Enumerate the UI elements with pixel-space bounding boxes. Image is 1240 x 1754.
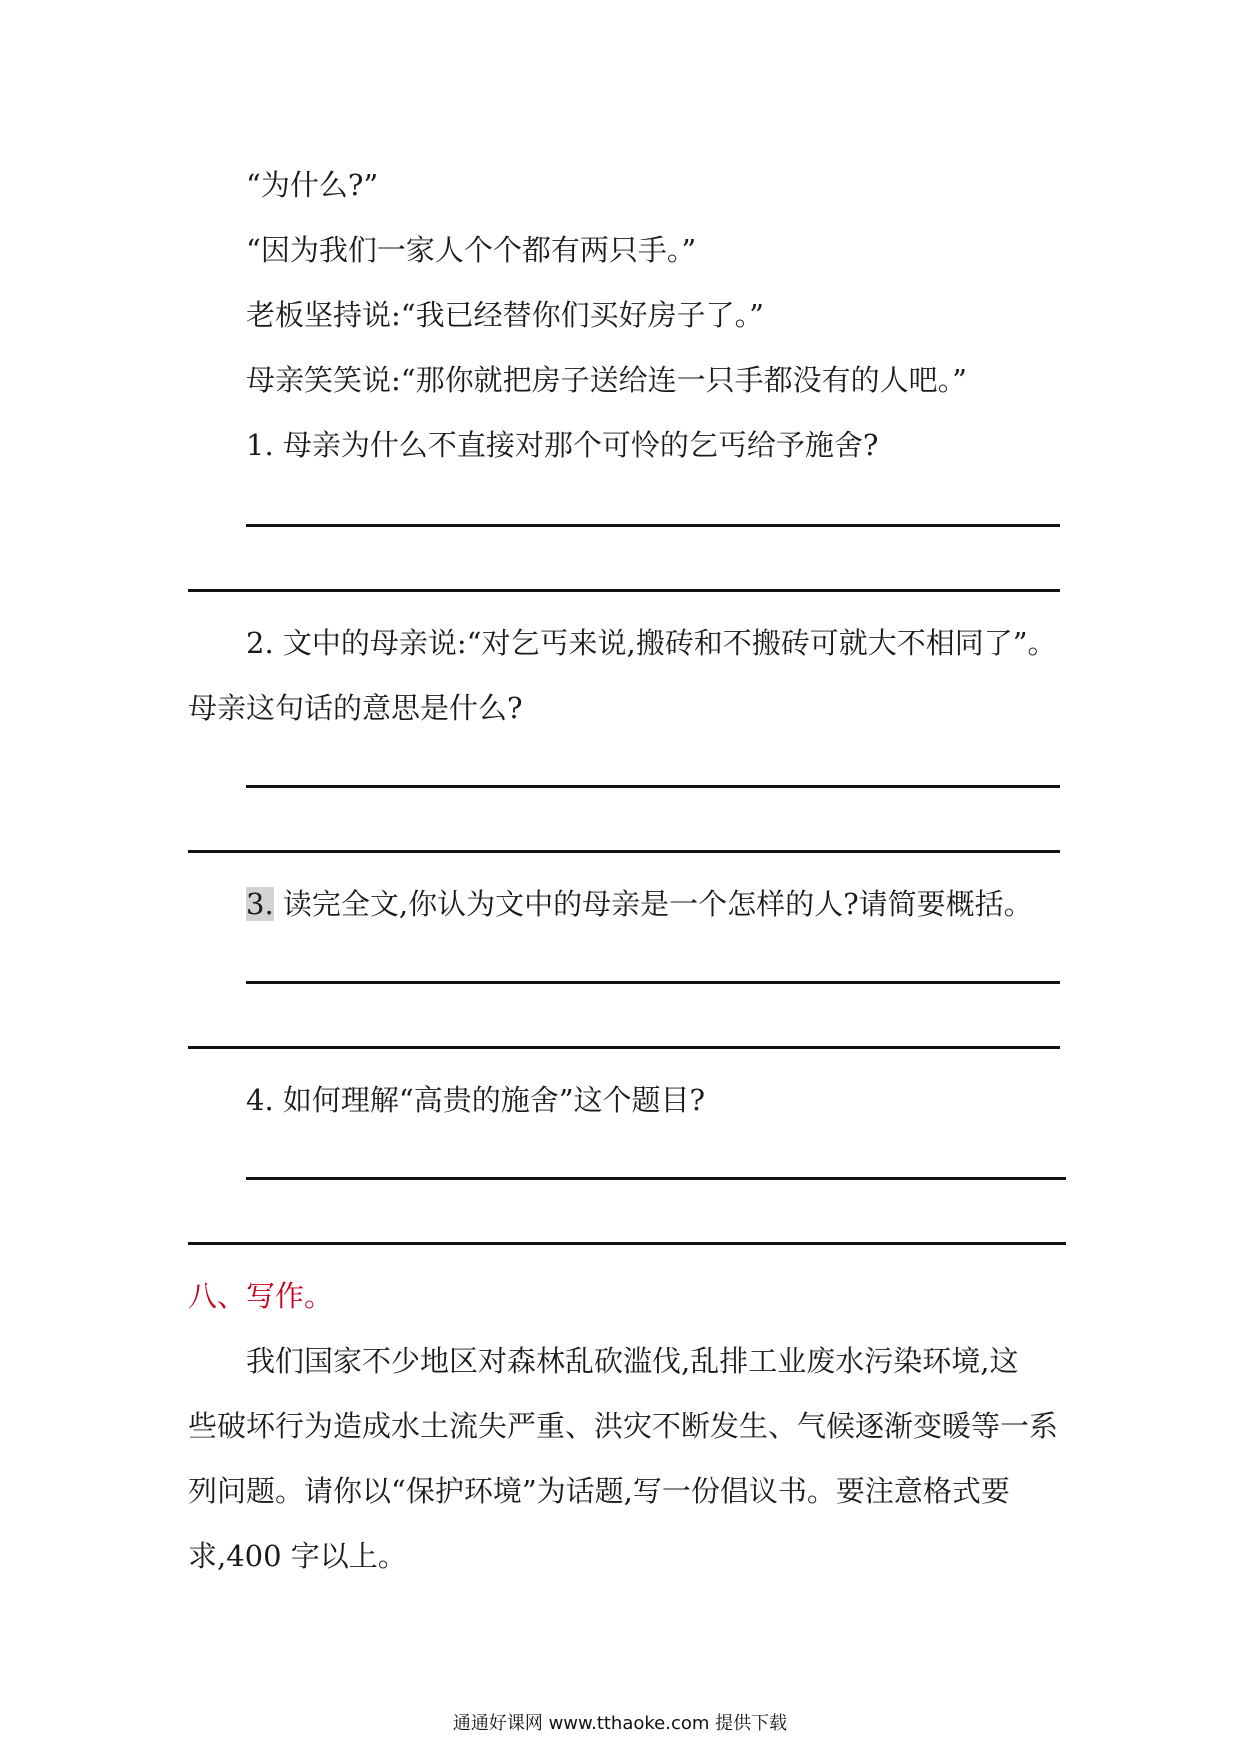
question-3-text: 读完全文,你认为文中的母亲是一个怎样的人?请简要概括。 — [273, 887, 1033, 921]
writing-prompt-line-4: 求,400 字以上。 — [188, 1539, 407, 1573]
answer-line — [246, 785, 1060, 788]
writing-prompt-line-3: 列问题。请你以“保护环境”为话题,写一份倡议书。要注意格式要 — [188, 1474, 1010, 1508]
section-title: 八、写作。 — [188, 1279, 334, 1313]
writing-prompt-line-2: 些破坏行为造成水土流失严重、洪灾不断发生、气候逐渐变暖等一系 — [188, 1409, 1059, 1443]
answer-line — [246, 524, 1060, 527]
dialogue-line-4: 母亲笑笑说:“那你就把房子送给连一只手都没有的人吧。” — [246, 363, 967, 397]
writing-prompt-line-1: 我们国家不少地区对森林乱砍滥伐,乱排工业废水污染环境,这 — [246, 1344, 1019, 1378]
answer-line — [188, 1242, 1066, 1245]
page-footer: 通通好课网 www.tthaoke.com 提供下载 — [452, 1713, 788, 1734]
question-3-number: 3. — [246, 887, 274, 921]
question-2-line-2: 母亲这句话的意思是什么? — [188, 691, 523, 725]
answer-line — [188, 850, 1060, 853]
answer-line — [246, 981, 1060, 984]
dialogue-line-3: 老板坚持说:“我已经替你们买好房子了。” — [246, 298, 764, 332]
answer-line — [188, 589, 1060, 592]
answer-line — [246, 1177, 1066, 1180]
question-4: 4. 如何理解“高贵的施舍”这个题目? — [246, 1083, 706, 1117]
question-3 — [246, 884, 1033, 924]
question-2-line-1: 2. 文中的母亲说:“对乞丐来说,搬砖和不搬砖可就大不相同了”。 — [246, 626, 1057, 660]
dialogue-line-2: “因为我们一家人个个都有两只手。” — [246, 233, 697, 267]
question-1: 1. 母亲为什么不直接对那个可怜的乞丐给予施舍? — [246, 428, 879, 462]
answer-line — [188, 1046, 1060, 1049]
dialogue-line-1: “为什么?” — [246, 168, 379, 202]
